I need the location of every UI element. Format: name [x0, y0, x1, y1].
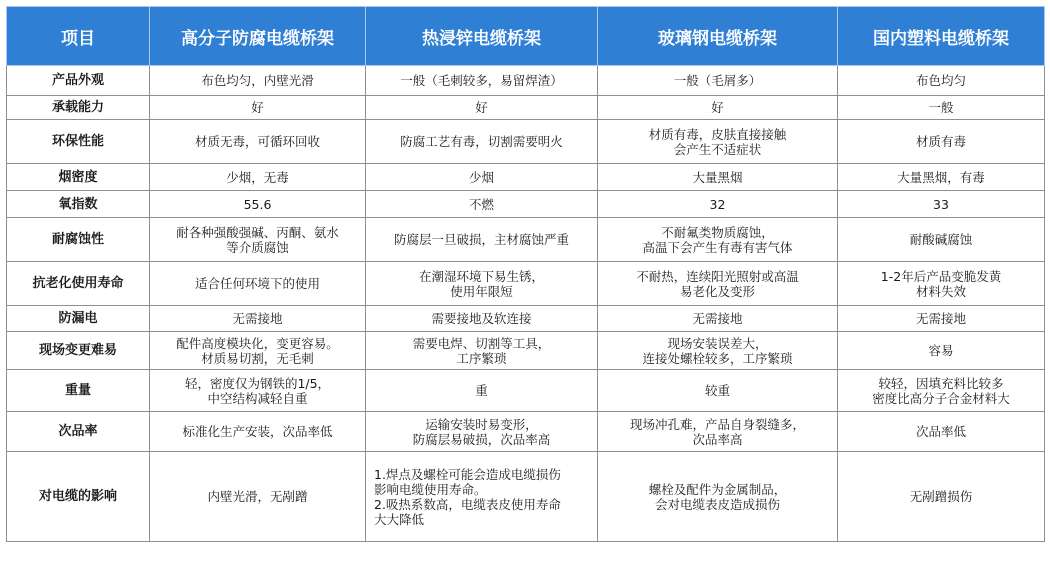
table-cell: 大量黑烟，有毒: [838, 164, 1045, 191]
table-cell: 布色均匀: [838, 66, 1045, 96]
table-row: [7, 120, 1045, 164]
table-cell: 少烟: [366, 164, 598, 191]
row-header-cell: 次品率: [7, 412, 150, 452]
row-header-cell: 承载能力: [7, 96, 150, 120]
table-cell: 不耐热，连续阳光照射或高温 易老化及变形: [598, 262, 838, 306]
table-cell: 标准化生产安装，次品率低: [150, 412, 366, 452]
row-header-cell: 耐腐蚀性: [7, 218, 150, 262]
table-cell: 适合任何环境下的使用: [150, 262, 366, 306]
table-body: [7, 66, 1045, 542]
table-cell: 在潮湿环境下易生锈， 使用年限短: [366, 262, 598, 306]
table-row: [7, 164, 1045, 191]
row-header-cell: 重量: [7, 370, 150, 412]
table-cell: 需要接地及软连接: [366, 306, 598, 332]
table-cell: 螺栓及配件为金属制品， 会对电缆表皮造成损伤: [598, 452, 838, 542]
table-cell: 一般（毛刺较多，易留焊渣）: [366, 66, 598, 96]
table-cell: 现场安装误差大， 连接处螺栓较多，工序繁琐: [598, 332, 838, 370]
table-header-row: [7, 7, 1045, 66]
table-row: [7, 332, 1045, 370]
table-cell: 需要电焊、切割等工具， 工序繁琐: [366, 332, 598, 370]
table-cell: 布色均匀，内壁光滑: [150, 66, 366, 96]
table-cell: 轻，密度仅为钢铁的1/5， 中空结构减轻自重: [150, 370, 366, 412]
header-domestic-plastic-tray: 国内塑料电缆桥架: [838, 7, 1045, 66]
table-cell: 不燃: [366, 191, 598, 218]
table-cell: 好: [150, 96, 366, 120]
row-header-cell: 产品外观: [7, 66, 150, 96]
table-row: [7, 191, 1045, 218]
header-item: 项目: [7, 7, 150, 66]
row-header-cell: 抗老化使用寿命: [7, 262, 150, 306]
table-row: [7, 66, 1045, 96]
row-header-cell: 现场变更难易: [7, 332, 150, 370]
table-cell: 1-2年后产品变脆发黄 材料失效: [838, 262, 1045, 306]
row-header-cell: 防漏电: [7, 306, 150, 332]
table-cell: 无需接地: [838, 306, 1045, 332]
table-cell: 容易: [838, 332, 1045, 370]
table-cell: 耐酸碱腐蚀: [838, 218, 1045, 262]
table-cell: 耐各种强酸强碱、丙酮、氨水 等介质腐蚀: [150, 218, 366, 262]
table-cell: 33: [838, 191, 1045, 218]
table-cell: 一般: [838, 96, 1045, 120]
table-cell: 较轻，因填充料比较多 密度比高分子合金材料大: [838, 370, 1045, 412]
table-cell: 重: [366, 370, 598, 412]
comparison-table-container: [6, 6, 1044, 542]
row-header-cell: 环保性能: [7, 120, 150, 164]
table-cell: 材质有毒: [838, 120, 1045, 164]
table-row: [7, 262, 1045, 306]
table-cell: 好: [598, 96, 838, 120]
table-cell: 运输安装时易变形， 防腐层易破损，次品率高: [366, 412, 598, 452]
table-cell: 现场冲孔难，产品自身裂缝多， 次品率高: [598, 412, 838, 452]
table-cell: 1.焊点及螺栓可能会造成电缆损伤 影响电缆使用寿命。 2.吸热系数高，电缆表皮使用寿命 大大降低: [366, 452, 598, 542]
header-polymer-tray: 高分子防腐电缆桥架: [150, 7, 366, 66]
table-row: [7, 370, 1045, 412]
table-row: [7, 218, 1045, 262]
table-cell: 防腐工艺有毒，切割需要明火: [366, 120, 598, 164]
table-row: [7, 412, 1045, 452]
row-header-cell: 烟密度: [7, 164, 150, 191]
table-cell: 少烟，无毒: [150, 164, 366, 191]
row-header-cell: 氧指数: [7, 191, 150, 218]
table-row: [7, 306, 1045, 332]
table-row: [7, 452, 1045, 542]
table-cell: 55.6: [150, 191, 366, 218]
table-cell: 无需接地: [150, 306, 366, 332]
table-cell: 材质无毒，可循环回收: [150, 120, 366, 164]
table-cell: 配件高度模块化，变更容易。 材质易切割，无毛刺: [150, 332, 366, 370]
table-cell: 无剐蹭损伤: [838, 452, 1045, 542]
table-cell: 次品率低: [838, 412, 1045, 452]
table-cell: 不耐氟类物质腐蚀， 高温下会产生有毒有害气体: [598, 218, 838, 262]
table-cell: 防腐层一旦破损，主材腐蚀严重: [366, 218, 598, 262]
table-cell: 一般（毛屑多）: [598, 66, 838, 96]
table-cell: 32: [598, 191, 838, 218]
row-header-cell: 对电缆的影响: [7, 452, 150, 542]
table-cell: 好: [366, 96, 598, 120]
header-hot-dip-zinc-tray: 热浸锌电缆桥架: [366, 7, 598, 66]
table-cell: 内壁光滑，无剐蹭: [150, 452, 366, 542]
header-frp-tray: 玻璃钢电缆桥架: [598, 7, 838, 66]
table-cell: 较重: [598, 370, 838, 412]
cable-tray-comparison-table: [6, 6, 1045, 542]
table-row: [7, 96, 1045, 120]
table-cell: 材质有毒，皮肤直接接触 会产生不适症状: [598, 120, 838, 164]
table-cell: 大量黑烟: [598, 164, 838, 191]
table-cell: 无需接地: [598, 306, 838, 332]
